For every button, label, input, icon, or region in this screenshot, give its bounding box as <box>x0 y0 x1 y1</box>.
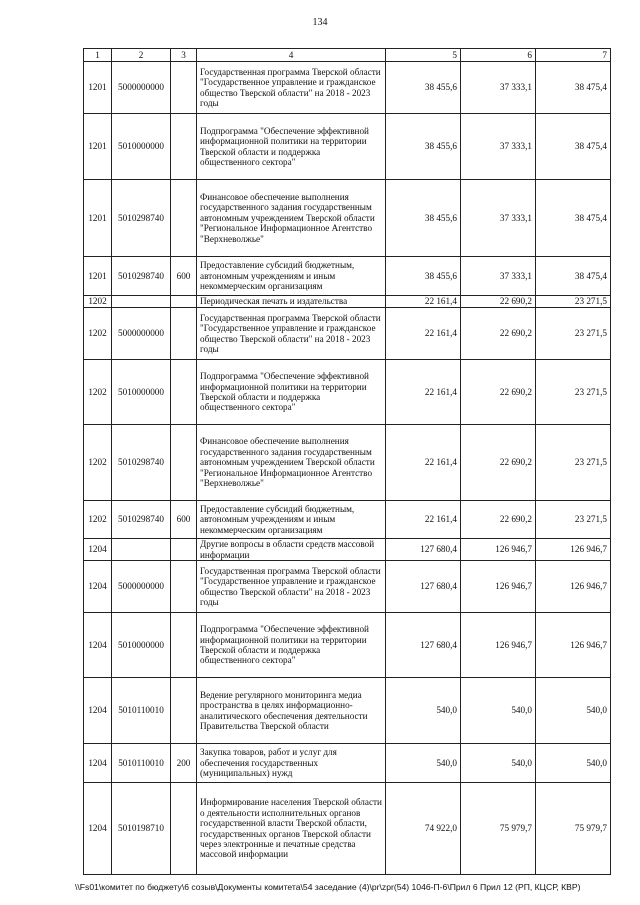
row-description: Государственная программа Тверской области "Государственное управление и гражданское общество Тверской области" на 2018 - 2023 годы <box>197 62 386 114</box>
row-target-code: 5010298740 <box>112 425 171 501</box>
header-cell: 2 <box>112 49 171 62</box>
table-row <box>84 114 611 180</box>
row-expense-type <box>171 360 197 425</box>
row-amount-col7: 126 946,7 <box>536 561 611 613</box>
row-amount-col6: 37 333,1 <box>461 180 536 257</box>
row-amount-col5: 22 161,4 <box>386 501 461 539</box>
row-amount-col6: 37 333,1 <box>461 114 536 180</box>
row-description: Закупка товаров, работ и услуг для обеспечения государственных (муниципальных) нужд <box>197 744 386 783</box>
table-row <box>84 62 611 114</box>
table-row <box>84 539 611 561</box>
row-section-code: 1204 <box>84 561 112 613</box>
row-section-code: 1204 <box>84 539 112 561</box>
row-amount-col7: 23 271,5 <box>536 296 611 308</box>
table-row <box>84 257 611 296</box>
header-cell: 1 <box>84 49 112 62</box>
table-row <box>84 501 611 539</box>
row-amount-col5: 127 680,4 <box>386 539 461 561</box>
row-expense-type <box>171 783 197 875</box>
row-target-code: 5000000000 <box>112 62 171 114</box>
row-description: Государственная программа Тверской области "Государственное управление и гражданское общество Тверской области" на 2018 - 2023 годы <box>197 561 386 613</box>
row-amount-col7: 38 475,4 <box>536 114 611 180</box>
row-amount-col7: 126 946,7 <box>536 613 611 678</box>
row-expense-type <box>171 308 197 360</box>
row-amount-col5: 127 680,4 <box>386 561 461 613</box>
table-row <box>84 561 611 613</box>
row-section-code: 1201 <box>84 180 112 257</box>
row-target-code <box>112 296 171 308</box>
table-row <box>84 613 611 678</box>
row-description: Периодическая печать и издательства <box>197 296 386 308</box>
row-amount-col5: 22 161,4 <box>386 425 461 501</box>
row-amount-col6: 126 946,7 <box>461 613 536 678</box>
row-amount-col7: 75 979,7 <box>536 783 611 875</box>
row-amount-col5: 22 161,4 <box>386 308 461 360</box>
row-expense-type: 600 <box>171 501 197 539</box>
row-amount-col5: 22 161,4 <box>386 360 461 425</box>
row-expense-type <box>171 678 197 744</box>
table-row <box>84 360 611 425</box>
row-description: Предоставление субсидий бюджетным, автономным учреждениям и иным некоммерческим организациям <box>197 257 386 296</box>
row-amount-col6: 540,0 <box>461 678 536 744</box>
row-section-code: 1202 <box>84 425 112 501</box>
row-target-code: 5010000000 <box>112 613 171 678</box>
row-description: Подпрограмма "Обеспечение эффективной информационной политики на территории Тверской области и поддержка общественного сектора" <box>197 114 386 180</box>
row-amount-col5: 540,0 <box>386 678 461 744</box>
row-expense-type <box>171 114 197 180</box>
row-amount-col5: 74 922,0 <box>386 783 461 875</box>
row-amount-col6: 22 690,2 <box>461 296 536 308</box>
page-number: 134 <box>312 17 328 28</box>
row-expense-type: 200 <box>171 744 197 783</box>
table-row <box>84 425 611 501</box>
row-amount-col6: 126 946,7 <box>461 561 536 613</box>
row-description: Государственная программа Тверской области "Государственное управление и гражданское общество Тверской области" на 2018 - 2023 годы <box>197 308 386 360</box>
budget-table <box>83 48 611 875</box>
row-amount-col5: 38 455,6 <box>386 114 461 180</box>
row-amount-col6: 22 690,2 <box>461 360 536 425</box>
table-row <box>84 678 611 744</box>
row-section-code: 1204 <box>84 744 112 783</box>
row-expense-type <box>171 425 197 501</box>
table-row <box>84 180 611 257</box>
row-target-code: 5010110010 <box>112 678 171 744</box>
row-amount-col6: 75 979,7 <box>461 783 536 875</box>
row-amount-col5: 22 161,4 <box>386 296 461 308</box>
header-row <box>84 49 611 62</box>
header-cell: 6 <box>461 49 536 62</box>
row-section-code: 1204 <box>84 678 112 744</box>
row-amount-col5: 38 455,6 <box>386 62 461 114</box>
table-row <box>84 744 611 783</box>
table-row <box>84 296 611 308</box>
row-amount-col7: 23 271,5 <box>536 308 611 360</box>
row-description: Финансовое обеспечение выполнения государственного задания государственным автономным учреждением Тверской области "Региональное Информационное Агентство "Верхневолжье" <box>197 180 386 257</box>
row-target-code: 5010298740 <box>112 257 171 296</box>
header-cell: 7 <box>536 49 611 62</box>
row-expense-type <box>171 296 197 308</box>
row-section-code: 1202 <box>84 308 112 360</box>
row-section-code: 1202 <box>84 360 112 425</box>
row-description: Другие вопросы в области средств массовой информации <box>197 539 386 561</box>
row-expense-type <box>171 180 197 257</box>
row-section-code: 1201 <box>84 62 112 114</box>
table-row <box>84 783 611 875</box>
row-target-code: 5010298740 <box>112 180 171 257</box>
row-target-code: 5010198710 <box>112 783 171 875</box>
table-row <box>84 308 611 360</box>
row-amount-col6: 22 690,2 <box>461 425 536 501</box>
row-amount-col7: 540,0 <box>536 678 611 744</box>
row-target-code: 5000000000 <box>112 561 171 613</box>
row-amount-col5: 540,0 <box>386 744 461 783</box>
header-cell: 3 <box>171 49 197 62</box>
row-amount-col7: 23 271,5 <box>536 501 611 539</box>
row-expense-type: 600 <box>171 257 197 296</box>
row-target-code: 5010110010 <box>112 744 171 783</box>
row-section-code: 1204 <box>84 783 112 875</box>
row-amount-col5: 38 455,6 <box>386 257 461 296</box>
row-section-code: 1202 <box>84 501 112 539</box>
row-amount-col7: 23 271,5 <box>536 360 611 425</box>
row-amount-col6: 126 946,7 <box>461 539 536 561</box>
row-expense-type <box>171 613 197 678</box>
header-cell: 5 <box>386 49 461 62</box>
row-amount-col6: 540,0 <box>461 744 536 783</box>
row-target-code <box>112 539 171 561</box>
row-description: Предоставление субсидий бюджетным, автономным учреждениям и иным некоммерческим организациям <box>197 501 386 539</box>
row-amount-col6: 37 333,1 <box>461 257 536 296</box>
row-amount-col6: 37 333,1 <box>461 62 536 114</box>
row-target-code: 5010000000 <box>112 114 171 180</box>
row-amount-col7: 38 475,4 <box>536 62 611 114</box>
row-description: Информирование населения Тверской области о деятельности исполнительных органов государственной власти Тверской области, государственных органов Тверской области через электронные и печатные средства массовой информации <box>197 783 386 875</box>
row-expense-type <box>171 561 197 613</box>
row-section-code: 1204 <box>84 613 112 678</box>
row-section-code: 1202 <box>84 296 112 308</box>
row-target-code: 5000000000 <box>112 308 171 360</box>
row-target-code: 5010000000 <box>112 360 171 425</box>
row-amount-col7: 38 475,4 <box>536 257 611 296</box>
row-amount-col7: 38 475,4 <box>536 180 611 257</box>
row-description: Ведение регулярного мониторинга медиа пространства в целях информационно-аналитического обеспечения деятельности Правительства Тверской области <box>197 678 386 744</box>
row-amount-col5: 127 680,4 <box>386 613 461 678</box>
row-amount-col7: 540,0 <box>536 744 611 783</box>
file-path-footer: \\Fs01\комитет по бюджету\6 созыв\Документы комитета\54 заседание (4)\pr\zpr(54) 1046-П-6\Прил 6 Прил 12 (РП, КЦСР, КВР) <box>75 882 581 892</box>
row-target-code: 5010298740 <box>112 501 171 539</box>
row-description: Подпрограмма "Обеспечение эффективной информационной политики на территории Тверской области и поддержка общественного сектора" <box>197 613 386 678</box>
row-amount-col6: 22 690,2 <box>461 308 536 360</box>
row-amount-col5: 38 455,6 <box>386 180 461 257</box>
row-expense-type <box>171 62 197 114</box>
row-section-code: 1201 <box>84 257 112 296</box>
row-amount-col6: 22 690,2 <box>461 501 536 539</box>
row-section-code: 1201 <box>84 114 112 180</box>
row-description: Подпрограмма "Обеспечение эффективной информационной политики на территории Тверской области и поддержка общественного сектора" <box>197 360 386 425</box>
row-expense-type <box>171 539 197 561</box>
row-amount-col7: 23 271,5 <box>536 425 611 501</box>
row-amount-col7: 126 946,7 <box>536 539 611 561</box>
row-description: Финансовое обеспечение выполнения государственного задания государственным автономным учреждением Тверской области "Региональное Информационное Агентство "Верхневолжье" <box>197 425 386 501</box>
header-cell: 4 <box>197 49 386 62</box>
